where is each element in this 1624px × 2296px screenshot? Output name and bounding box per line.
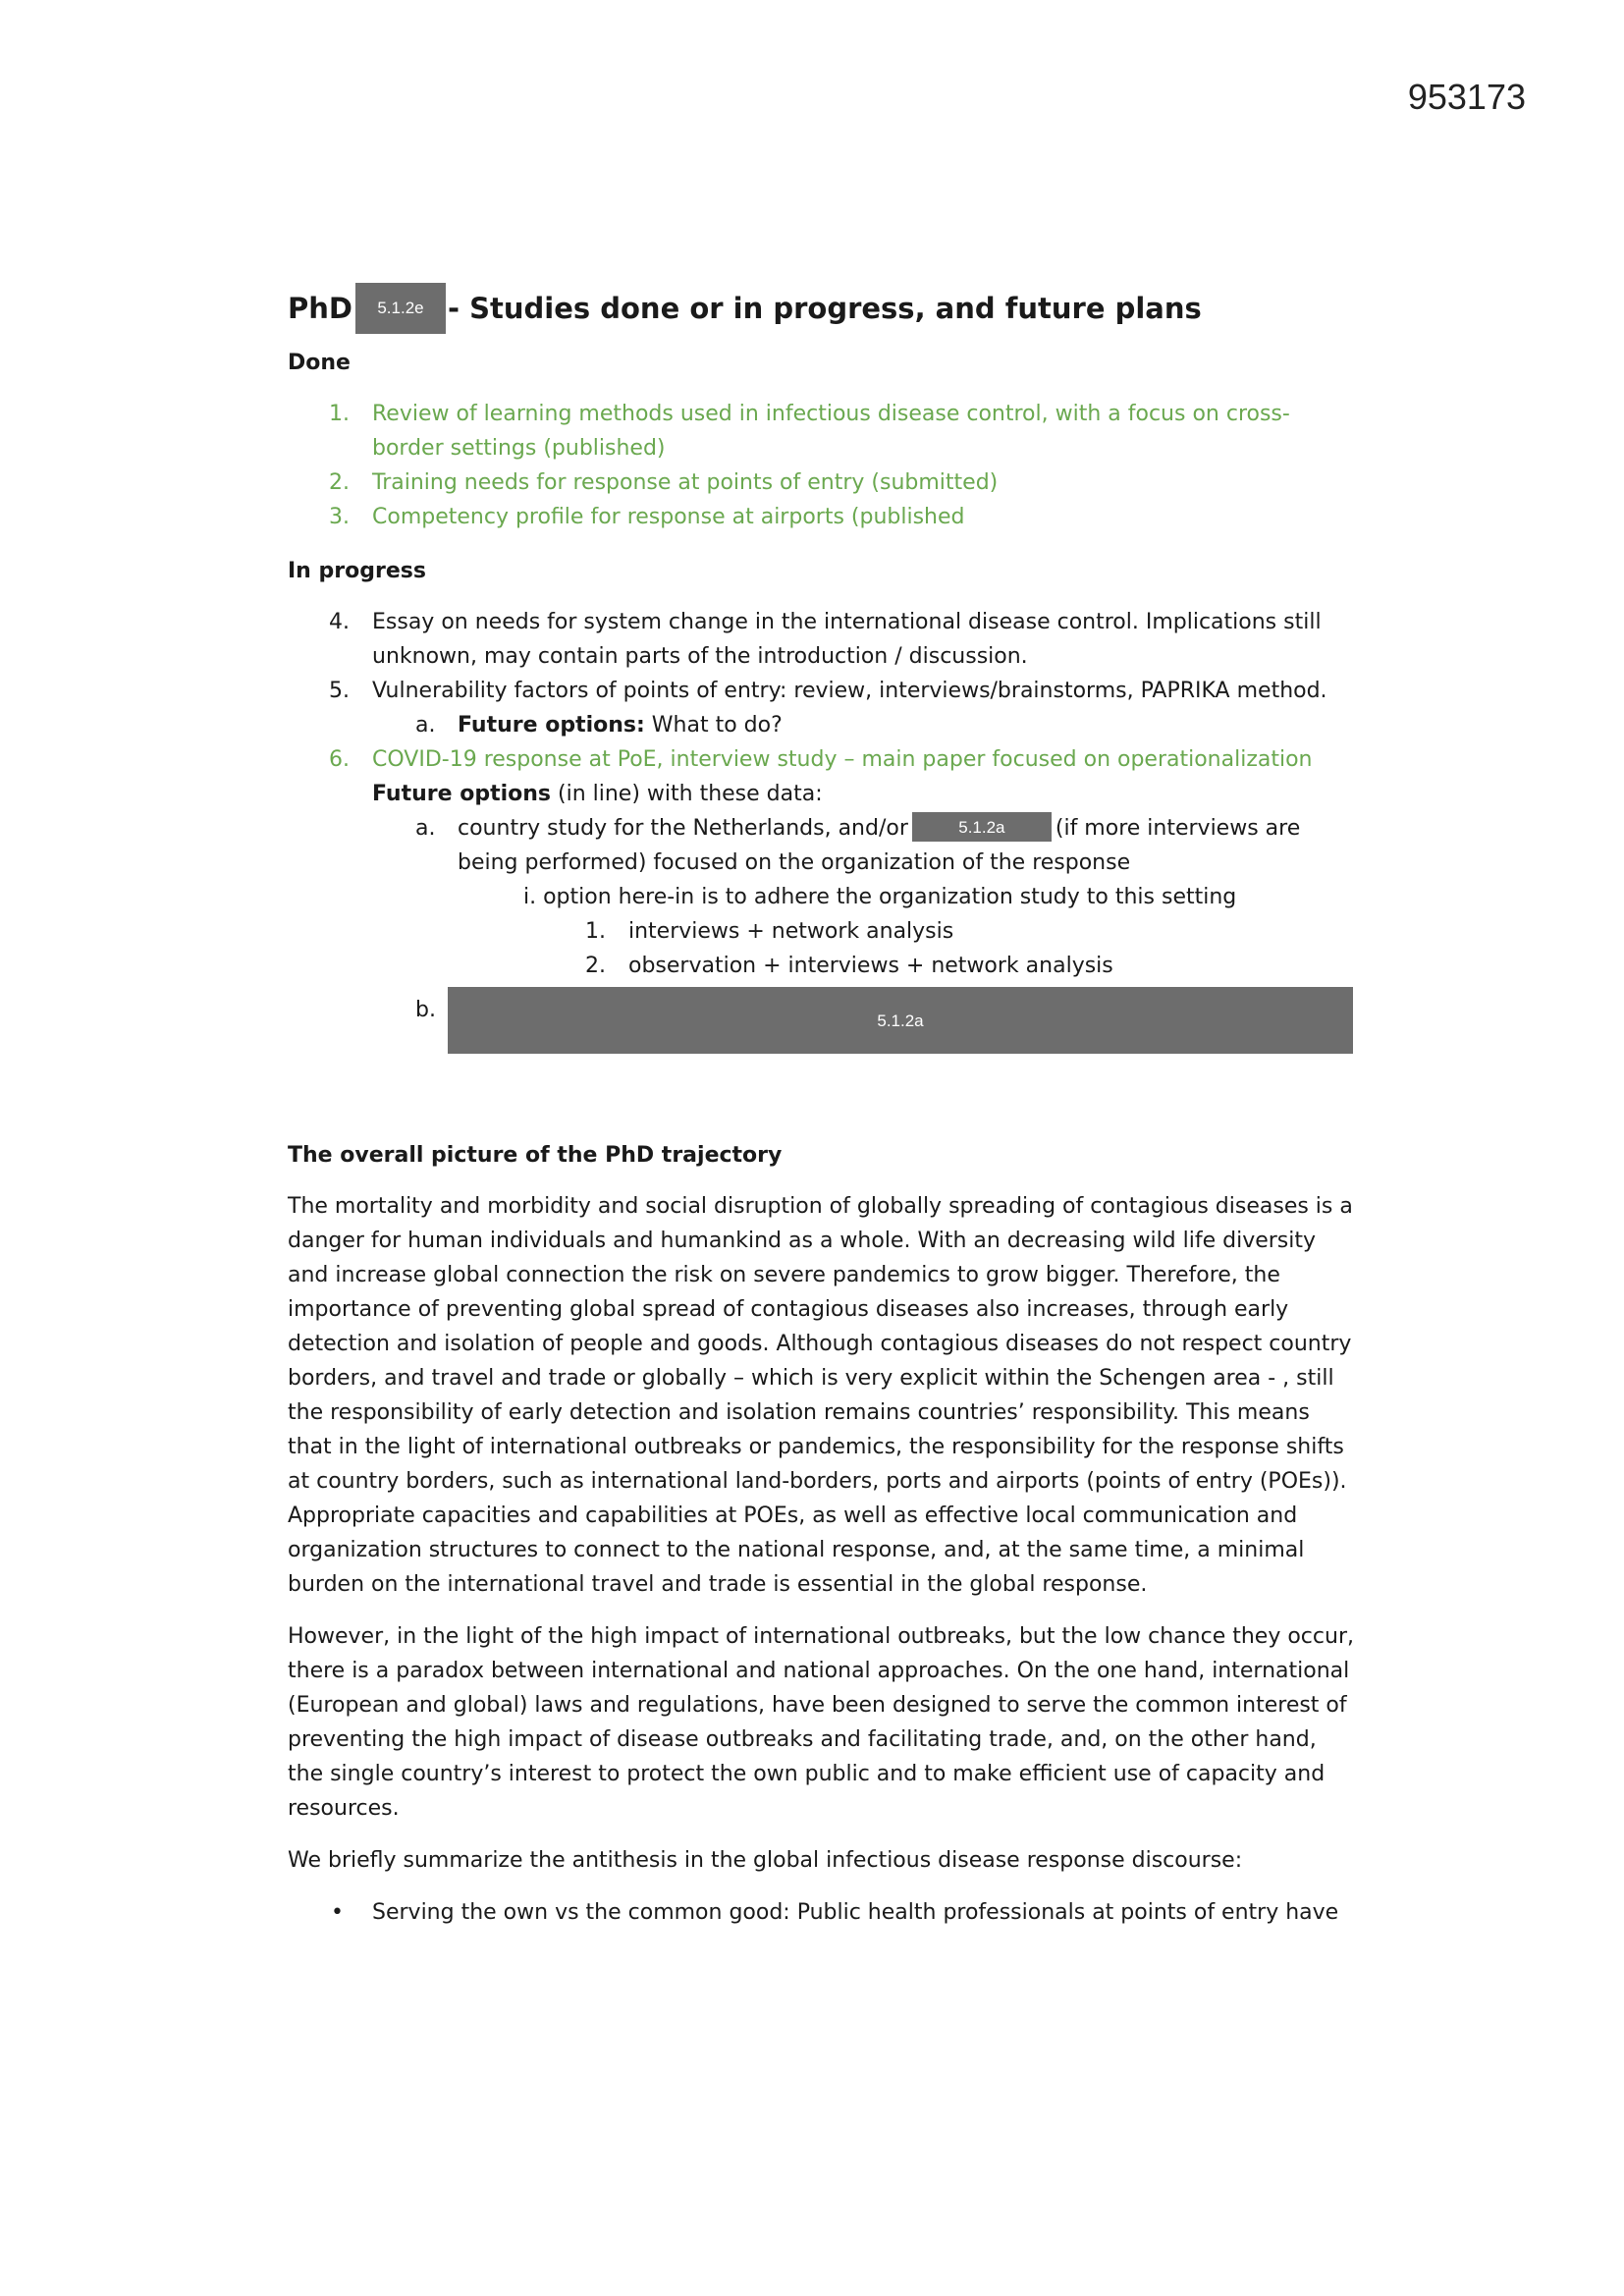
- list-number: 5.: [329, 679, 350, 703]
- section-heading-overall: The overall picture of the PhD trajectory: [288, 1143, 783, 1168]
- document-number: 953173: [1407, 77, 1526, 117]
- redaction-box: 5.1.2e: [355, 283, 446, 334]
- list-number: 1.: [585, 919, 606, 944]
- title-prefix: PhD: [288, 292, 352, 325]
- list-text: What to do?: [644, 713, 783, 738]
- list-item: [288, 708, 1358, 742]
- list-item: [288, 397, 1358, 465]
- list-number: 6.: [329, 747, 350, 772]
- list-text: Review of learning methods used in infectious disease control, with a focus on cross-border settings (published): [372, 402, 1290, 461]
- list-number: 2.: [585, 954, 606, 978]
- list-text: Training needs for response at points of entry (submitted): [372, 470, 999, 495]
- redaction-box: 5.1.2a: [448, 987, 1353, 1054]
- list-item: [288, 605, 1358, 674]
- future-options-text: (in line) with these data:: [551, 782, 823, 806]
- list-letter: b.: [415, 998, 436, 1022]
- section-heading-in-progress: In progress: [288, 559, 426, 583]
- paragraph: We briefly summarize the antithesis in the global infectious disease response discourse:: [288, 1848, 1243, 1873]
- list-text: observation + interviews + network analysis: [628, 954, 1113, 978]
- list-text: Essay on needs for system change in the international disease control. Implications still unknown, may contain parts of the introduction / discussion.: [372, 610, 1322, 669]
- list-number: 3.: [329, 505, 350, 529]
- list-text: interviews + network analysis: [628, 919, 954, 944]
- list-item: [288, 465, 1358, 500]
- bold-label: Future options: [372, 782, 551, 806]
- section-heading-done: Done: [288, 351, 351, 375]
- list-item: [288, 811, 1358, 880]
- list-letter: a.: [415, 713, 436, 738]
- bullet-item: [288, 1895, 1358, 1930]
- list-letter: a.: [415, 816, 436, 841]
- sub-option-line: i. option here-in is to adhere the organization study to this setting: [523, 885, 1237, 909]
- list-item: [288, 987, 1358, 1054]
- paragraph: However, in the light of the high impact of international outbreaks, but the low chance they occur, there is a paradox between international and national approaches. On the one hand, international (European and global) laws and regulations, have been designed to serve the common interest of preventing the high impact of disease outbreaks and facilitating trade, and, on the other hand, the single country’s interest to protect the own public and to make efficient use of capacity and resources.: [288, 1624, 1354, 1821]
- title-suffix: - Studies done or in progress, and future plans: [447, 292, 1202, 325]
- list-text: Competency profile for response at airports (published: [372, 505, 965, 529]
- bullet-text: Serving the own vs the common good: Public health professionals at points of entry have: [372, 1900, 1339, 1925]
- list-item: [288, 742, 1358, 777]
- future-options-line: [288, 777, 1358, 811]
- list-item: [288, 914, 1358, 949]
- done-list: [288, 397, 1358, 534]
- list-text: Vulnerability factors of points of entry: review, interviews/brainstorms, PAPRIKA method.: [372, 679, 1327, 703]
- document-body: [288, 283, 1358, 1930]
- list-text: (if more interviews are being performed) focused on the organization of the response: [458, 816, 1301, 875]
- bullet-icon: •: [331, 1900, 344, 1925]
- list-number: 4.: [329, 610, 350, 634]
- list-text: country study for the Netherlands, and/or: [458, 816, 908, 841]
- list-number: 1.: [329, 402, 350, 426]
- redaction-box: 5.1.2a: [912, 812, 1052, 842]
- list-item: [288, 949, 1358, 983]
- list-number: 2.: [329, 470, 350, 495]
- list-text: COVID-19 response at PoE, interview study – main paper focused on operationalization: [372, 747, 1313, 772]
- page-title: [288, 283, 1358, 334]
- list-item: [288, 500, 1358, 534]
- bold-label: Future options:: [458, 713, 645, 738]
- paragraph: The mortality and morbidity and social disruption of globally spreading of contagious diseases is a danger for human individuals and humankind as a whole. With an decreasing wild life diversity and increase global connection the risk on severe pandemics to grow bigger. Therefore, the importance of preventing global spread of contagious diseases also increases, through early detection and isolation of people and goods. Although contagious diseases do not respect country borders, and travel and trade or globally – which is very explicit within the Schengen area - , still the responsibility of early detection and isolation remains countries’ responsibility. This means that in the light of international outbreaks or pandemics, the responsibility for the response shifts at country borders, such as international land-borders, ports and airports (points of entry (POEs)). Appropriate capacities and capabilities at POEs, as well as effective local communication and organization structures to connect to the national response, and, at the same time, a minimal burden on the international travel and trade is essential in the global response.: [288, 1194, 1353, 1597]
- list-item: [288, 674, 1358, 708]
